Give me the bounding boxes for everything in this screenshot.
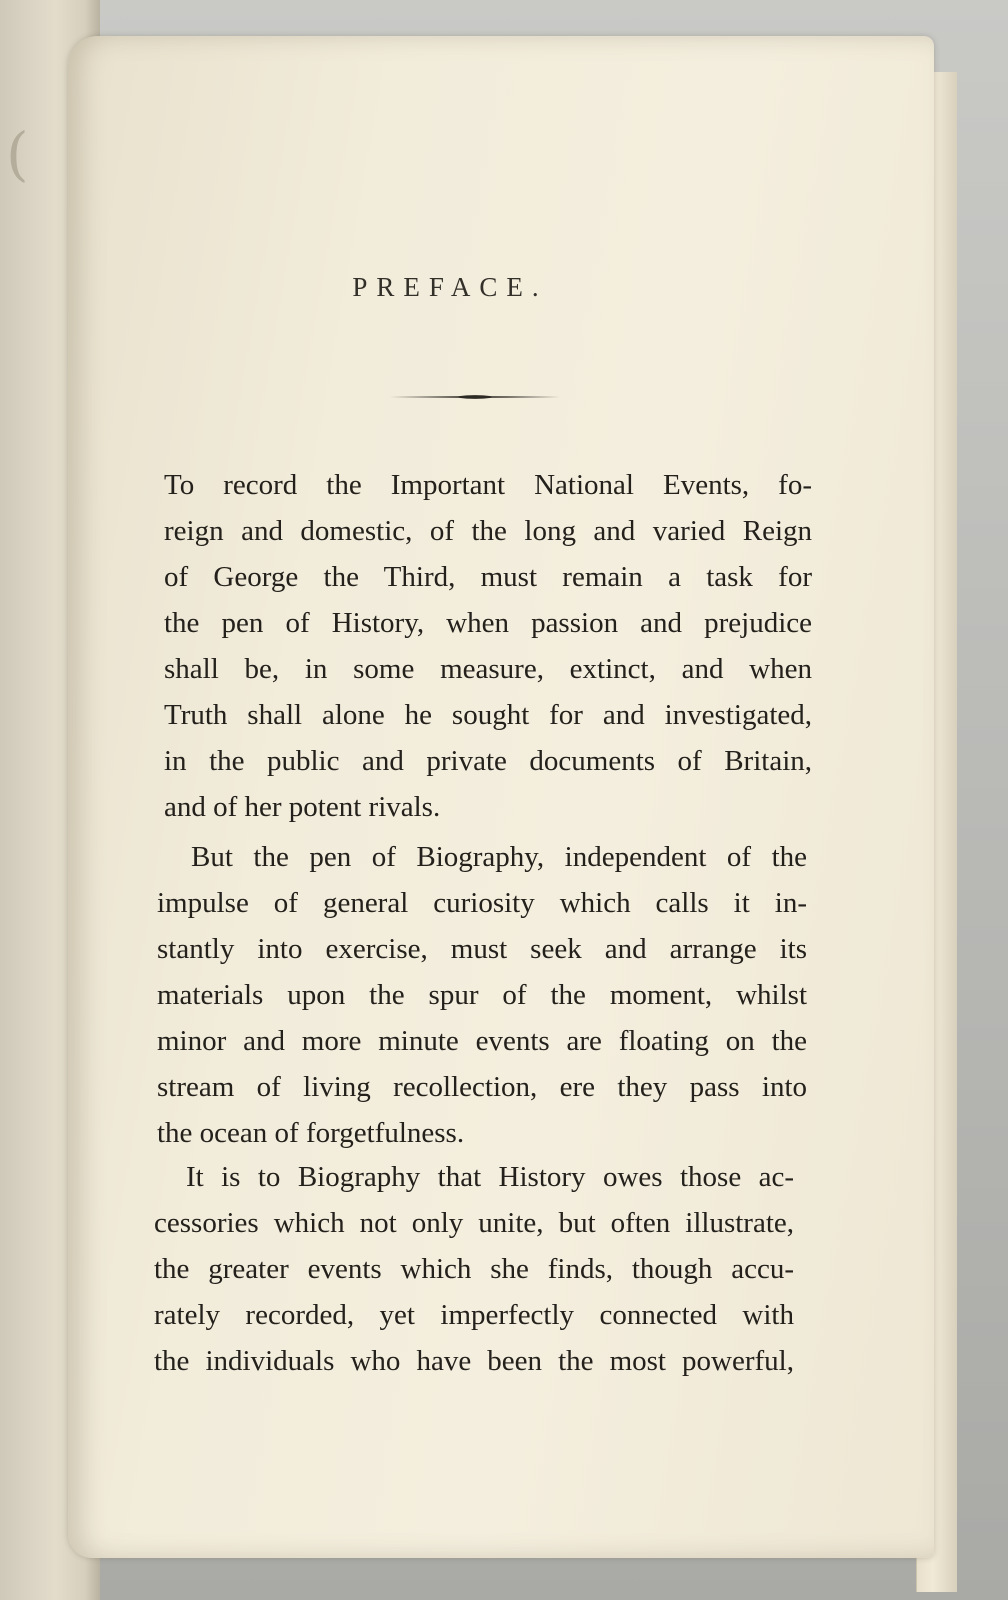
text-line: the individuals who have been the most powerful, <box>154 1345 794 1377</box>
text-line: stantly into exercise, must seek and arrange its <box>157 933 807 965</box>
text-line: the greater events which she finds, though accu- <box>154 1253 794 1285</box>
text-line: cessories which not only unite, but often illustrate, <box>154 1207 794 1239</box>
ornamental-rule <box>388 394 562 400</box>
text-line: minor and more minute events are floating on the <box>157 1025 807 1057</box>
page-heading: PREFACE. <box>352 272 548 302</box>
text-line: To record the Important National Events, fo- <box>164 469 812 501</box>
paragraph-1 <box>164 462 812 830</box>
text-line: the ocean of forgetfulness. <box>157 1117 465 1149</box>
text-line: rately recorded, yet imperfectly connected with <box>154 1299 794 1331</box>
text-line: It is to Biography that History owes those ac- <box>186 1161 794 1193</box>
paragraph-2 <box>157 834 807 1156</box>
text-line: of George the Third, must remain a task for <box>164 561 812 593</box>
text-line: materials upon the spur of the moment, whilst <box>157 979 807 1011</box>
text-line: But the pen of Biography, independent of the <box>191 841 807 873</box>
text-line: shall be, in some measure, extinct, and when <box>164 653 812 685</box>
text-line: stream of living recollection, ere they pass into <box>157 1071 807 1103</box>
text-line: and of her potent rivals. <box>164 791 441 823</box>
text-line: the pen of History, when passion and prejudice <box>164 607 812 639</box>
left-page-mark: ( <box>6 120 29 188</box>
text-line: reign and domestic, of the long and varied Reign <box>164 515 812 547</box>
text-line: Truth shall alone he sought for and investigated, <box>164 699 812 731</box>
paragraph-3 <box>154 1154 794 1384</box>
text-line: impulse of general curiosity which calls it in- <box>157 887 807 919</box>
show-through-text <box>100 150 820 196</box>
text-line: in the public and private documents of Britain, <box>164 745 812 777</box>
